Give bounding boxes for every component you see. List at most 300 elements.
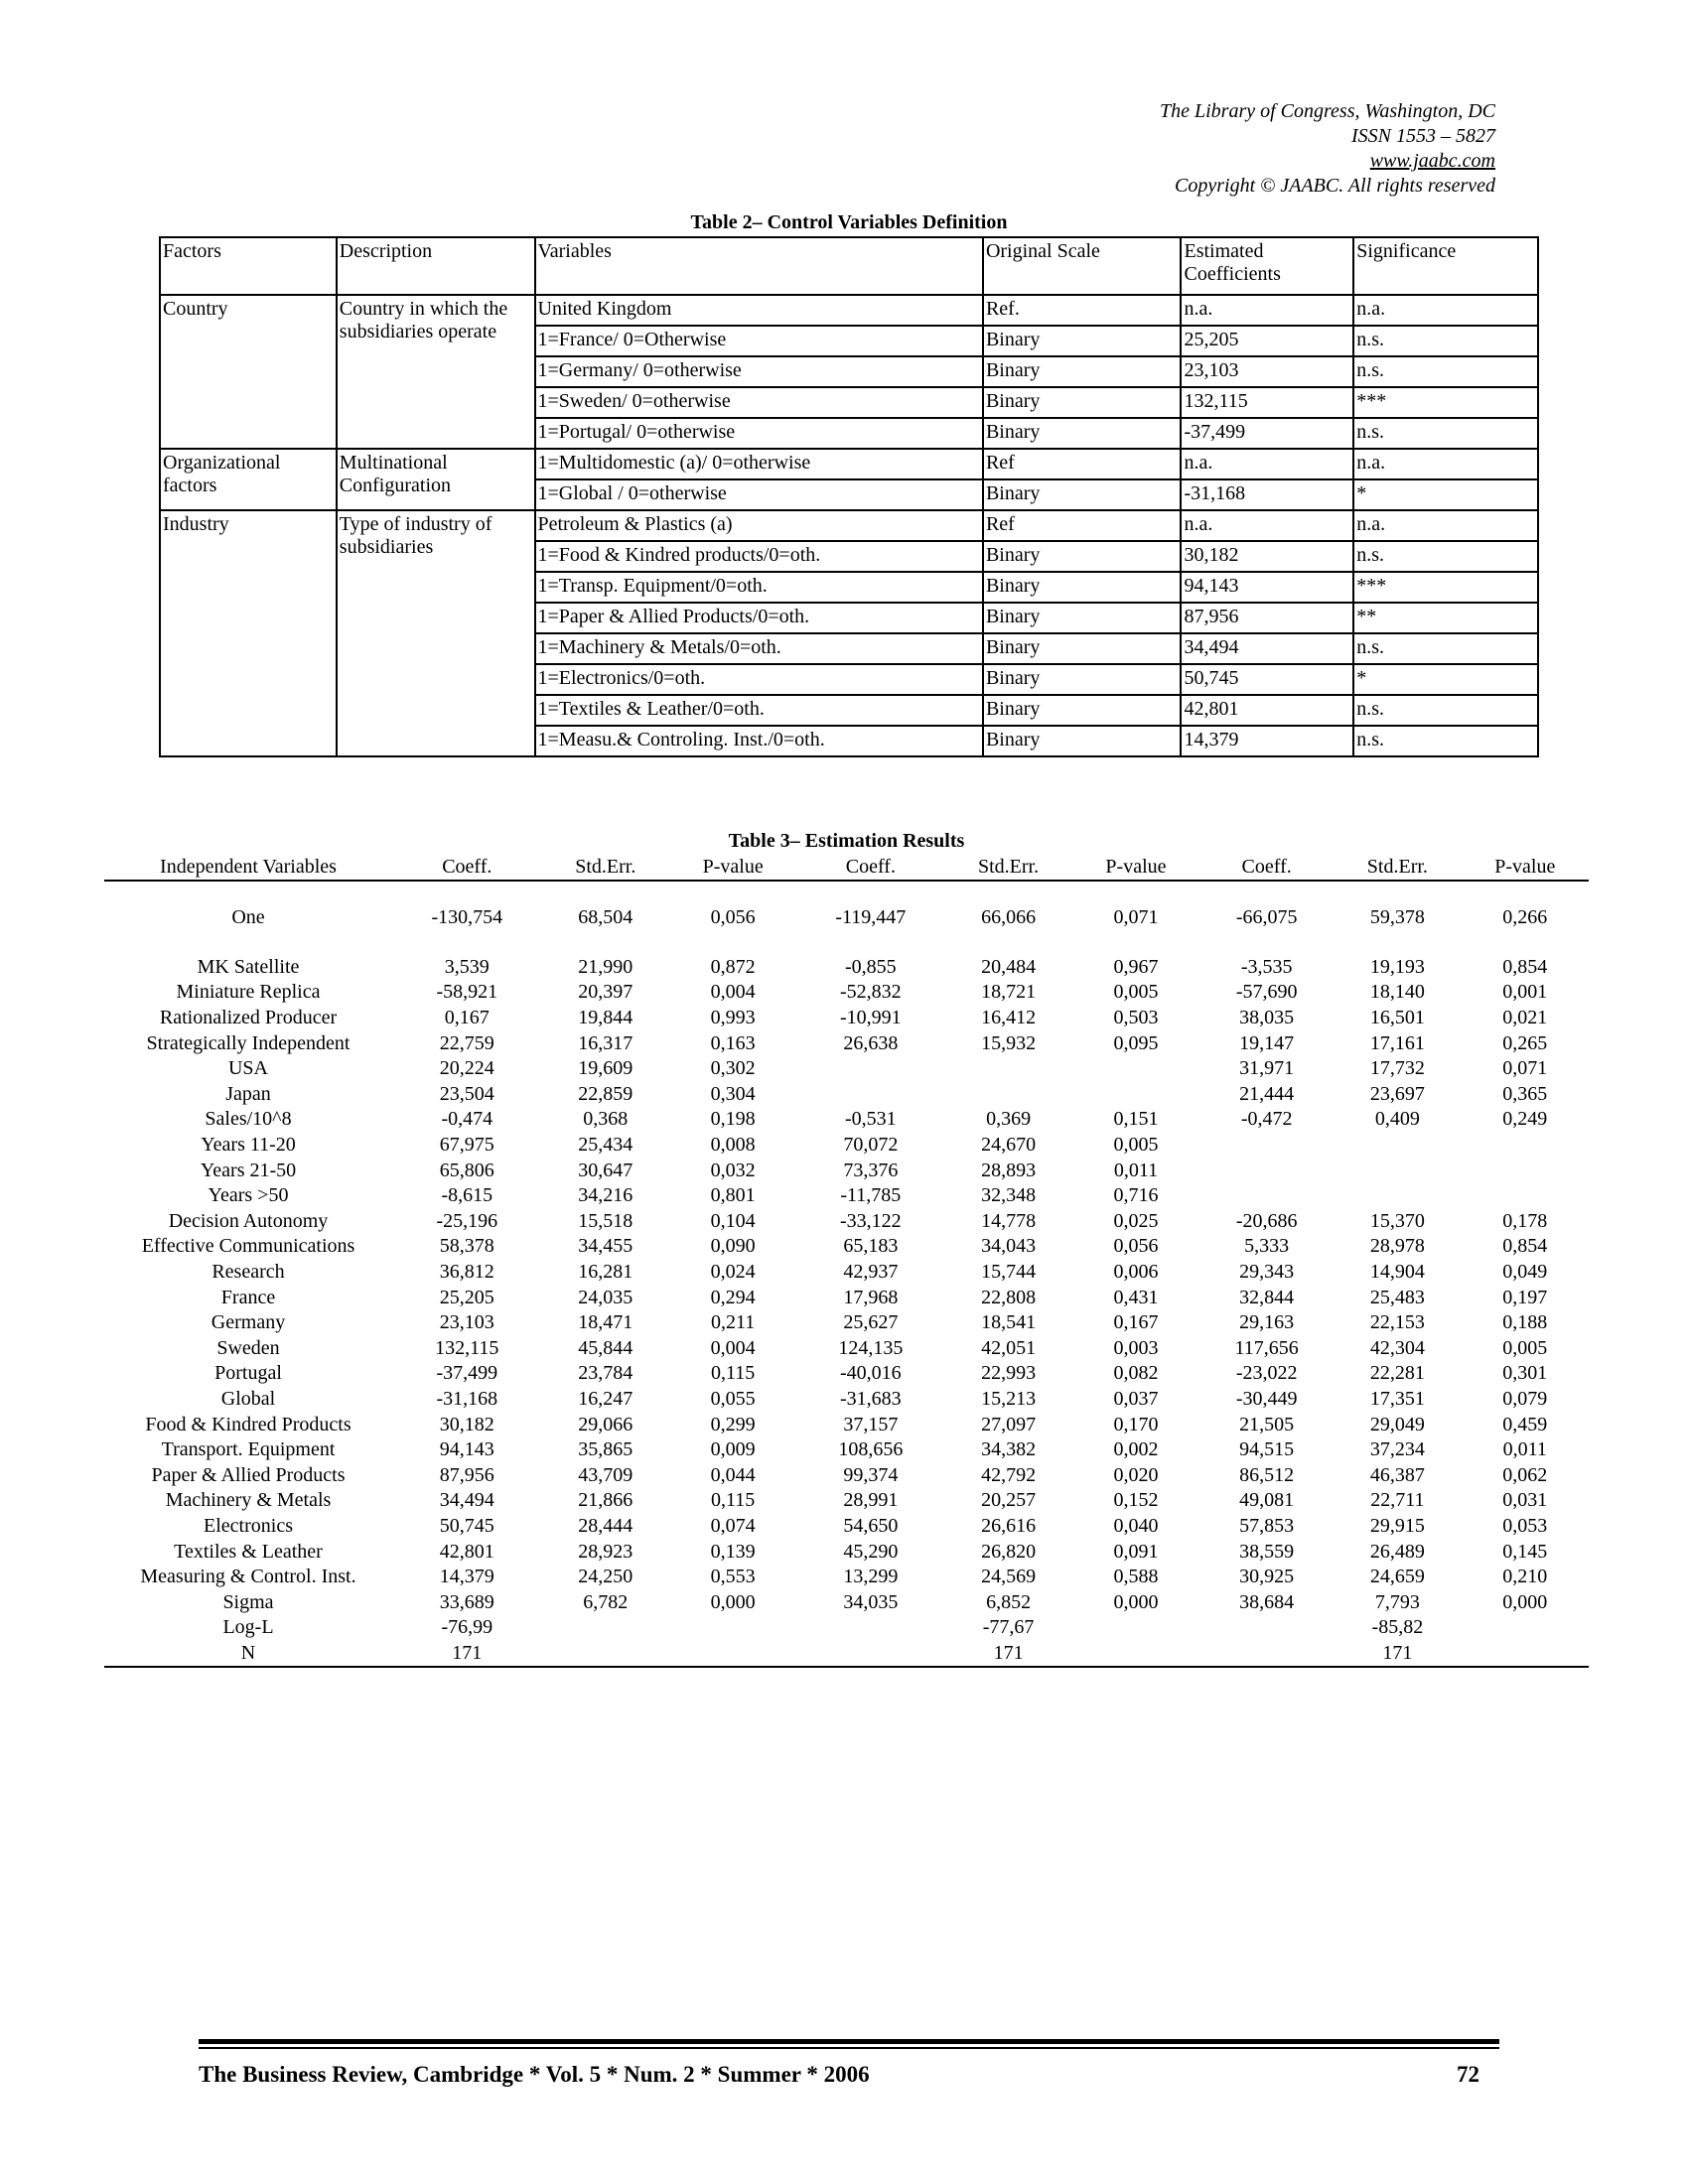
table3-header-cell: Coeff. bbox=[392, 854, 542, 881]
value-cell: 42,304 bbox=[1369, 1336, 1425, 1359]
value-cell: -25,196 bbox=[436, 1209, 498, 1232]
value-cell: 29,343 bbox=[1239, 1261, 1295, 1284]
table2-sig-cell: * bbox=[1353, 664, 1538, 695]
table3-row bbox=[104, 1006, 1589, 1031]
value-cell: 0,801 bbox=[710, 1184, 756, 1207]
value-cell: 0,071 bbox=[1502, 1057, 1548, 1080]
value-cell: 30,182 bbox=[439, 1413, 494, 1435]
value-cell: 16,317 bbox=[578, 1031, 633, 1054]
value-cell: 171 bbox=[392, 1641, 542, 1668]
value-cell: 16,501 bbox=[1369, 1007, 1425, 1029]
header-copyright: Copyright © JAABC. All rights reserved bbox=[1175, 175, 1495, 197]
value-cell: 0,266 bbox=[1502, 906, 1548, 929]
value-cell: 21,990 bbox=[578, 955, 633, 978]
value-cell: 0,299 bbox=[710, 1413, 756, 1435]
value-cell: 34,382 bbox=[981, 1438, 1037, 1461]
value-cell: -66,075 bbox=[1235, 906, 1298, 929]
variable-name-cell: Years 11-20 bbox=[201, 1134, 296, 1157]
value-cell: 0,503 bbox=[1113, 1007, 1159, 1029]
value-cell: -3,535 bbox=[1240, 955, 1293, 978]
table2-scale-cell: Ref bbox=[983, 449, 1182, 479]
value-cell: 132,115 bbox=[435, 1336, 499, 1359]
value-cell: 0,104 bbox=[710, 1209, 756, 1232]
table3-row bbox=[104, 1056, 1589, 1082]
value-cell: 24,250 bbox=[578, 1566, 633, 1588]
table2-variable-cell: 1=Portugal/ 0=otherwise bbox=[535, 418, 983, 449]
table2-scale-cell: Binary bbox=[983, 633, 1182, 664]
value-cell: 0,167 bbox=[1113, 1311, 1159, 1334]
table2-variable-cell: 1=France/ 0=Otherwise bbox=[535, 326, 983, 356]
value-cell: 0,006 bbox=[1113, 1261, 1159, 1284]
table2-coef-cell: 23,103 bbox=[1181, 356, 1353, 387]
value-cell: 0,145 bbox=[1502, 1540, 1548, 1563]
table3-header-cell: Independent Variables bbox=[104, 854, 392, 881]
spacer-cell bbox=[1072, 881, 1199, 905]
value-cell bbox=[669, 1641, 796, 1668]
value-cell: 21,866 bbox=[578, 1489, 633, 1512]
value-cell: 19,147 bbox=[1239, 1031, 1295, 1054]
variable-name-cell: MK Satellite bbox=[197, 955, 300, 978]
value-cell: -52,832 bbox=[840, 981, 902, 1004]
value-cell: 0,004 bbox=[710, 1336, 756, 1359]
value-cell: 19,609 bbox=[578, 1057, 633, 1080]
value-cell: 20,397 bbox=[578, 981, 633, 1004]
page-footer bbox=[199, 2062, 1489, 2088]
variable-name-cell: Rationalized Producer bbox=[159, 1007, 338, 1029]
value-cell: 0,588 bbox=[1113, 1566, 1159, 1588]
factor-cell: Industry bbox=[160, 510, 337, 756]
value-cell bbox=[944, 1082, 1071, 1108]
value-cell: 0,163 bbox=[710, 1031, 756, 1054]
value-cell: 30,925 bbox=[1239, 1566, 1295, 1588]
value-cell: 20,484 bbox=[981, 955, 1037, 978]
value-cell: -20,686 bbox=[1235, 1209, 1298, 1232]
value-cell bbox=[542, 1641, 669, 1668]
value-cell: -76,99 bbox=[441, 1616, 493, 1639]
value-cell: 0,008 bbox=[710, 1134, 756, 1157]
value-cell: 32,348 bbox=[981, 1184, 1037, 1207]
value-cell: 34,216 bbox=[578, 1184, 633, 1207]
value-cell: 0,000 bbox=[710, 1590, 756, 1613]
value-cell: 24,569 bbox=[981, 1566, 1037, 1588]
table3-row bbox=[104, 1387, 1589, 1413]
value-cell: -10,991 bbox=[840, 1007, 902, 1029]
value-cell: 0,368 bbox=[583, 1108, 629, 1131]
table2-sig-cell: n.s. bbox=[1353, 633, 1538, 664]
table2-variable-cell: Petroleum & Plastics (a) bbox=[535, 510, 983, 541]
value-cell: -23,022 bbox=[1235, 1362, 1298, 1385]
spacer-cell bbox=[669, 881, 796, 905]
value-cell: -0,531 bbox=[845, 1108, 897, 1131]
value-cell bbox=[944, 1056, 1071, 1082]
table2-row bbox=[160, 510, 1538, 541]
value-cell bbox=[1462, 1133, 1589, 1159]
variable-name-cell: Machinery & Metals bbox=[165, 1489, 332, 1512]
value-cell: 0,004 bbox=[710, 981, 756, 1004]
value-cell: 65,183 bbox=[843, 1235, 899, 1258]
value-cell: 117,656 bbox=[1234, 1336, 1299, 1359]
value-cell bbox=[796, 1615, 944, 1641]
value-cell: 25,627 bbox=[843, 1311, 899, 1334]
table3-row bbox=[104, 1107, 1589, 1133]
table3-row bbox=[104, 1133, 1589, 1159]
value-cell: 24,035 bbox=[578, 1286, 633, 1308]
table3-spacer-row bbox=[104, 881, 1589, 905]
value-cell: 0,210 bbox=[1502, 1566, 1548, 1588]
value-cell bbox=[1199, 1641, 1334, 1668]
value-cell: 0,095 bbox=[1113, 1031, 1159, 1054]
table2-variable-cell: 1=Machinery & Metals/0=oth. bbox=[535, 633, 983, 664]
variable-name-cell: Transport. Equipment bbox=[161, 1438, 336, 1461]
value-cell: 29,163 bbox=[1239, 1311, 1295, 1334]
table3-header-cell: Std.Err. bbox=[542, 854, 669, 881]
value-cell: 23,784 bbox=[578, 1362, 633, 1385]
table3-row bbox=[104, 1260, 1589, 1286]
value-cell: 0,854 bbox=[1502, 955, 1548, 978]
value-cell: -40,016 bbox=[840, 1362, 902, 1385]
value-cell: 32,844 bbox=[1239, 1286, 1295, 1308]
spacer-cell bbox=[104, 881, 392, 905]
value-cell: -58,921 bbox=[436, 981, 498, 1004]
table3-header-cell: P-value bbox=[1072, 854, 1199, 881]
value-cell: 30,647 bbox=[578, 1159, 633, 1181]
table2-variable-cell: 1=Germany/ 0=otherwise bbox=[535, 356, 983, 387]
estimation-results-table bbox=[104, 854, 1589, 1668]
value-cell: 171 bbox=[944, 1641, 1071, 1668]
value-cell: 0,025 bbox=[1113, 1209, 1159, 1232]
value-cell: 58,378 bbox=[439, 1235, 494, 1258]
table2-coef-cell: n.a. bbox=[1181, 295, 1353, 326]
value-cell: 0,005 bbox=[1502, 1336, 1548, 1359]
spacer-cell bbox=[542, 931, 669, 955]
spacer-cell bbox=[1199, 931, 1334, 955]
value-cell: 29,915 bbox=[1369, 1514, 1425, 1537]
variable-name-cell: One bbox=[231, 906, 265, 929]
table3-spacer-row bbox=[104, 931, 1589, 955]
value-cell: -0,472 bbox=[1240, 1108, 1293, 1131]
value-cell bbox=[542, 1615, 669, 1641]
table2-variable-cell: 1=Paper & Allied Products/0=oth. bbox=[535, 603, 983, 633]
value-cell: 0,365 bbox=[1502, 1082, 1548, 1105]
variable-name-cell: Paper & Allied Products bbox=[151, 1463, 346, 1486]
variable-name-cell: Effective Communications bbox=[141, 1235, 355, 1258]
value-cell: 38,035 bbox=[1239, 1007, 1295, 1029]
value-cell: 0,993 bbox=[710, 1007, 756, 1029]
variable-name-cell: Measuring & Control. Inst. bbox=[140, 1566, 356, 1588]
spacer-cell bbox=[1462, 881, 1589, 905]
value-cell: 0,071 bbox=[1113, 906, 1159, 929]
table3-row bbox=[104, 1615, 1589, 1641]
control-variables-table bbox=[159, 236, 1539, 757]
table3-header-cell: P-value bbox=[669, 854, 796, 881]
value-cell: 6,852 bbox=[986, 1590, 1032, 1613]
value-cell: 0,021 bbox=[1502, 1007, 1548, 1029]
value-cell: 16,247 bbox=[578, 1387, 633, 1410]
value-cell: 108,656 bbox=[838, 1438, 904, 1461]
variable-name-cell: Strategically Independent bbox=[146, 1031, 351, 1054]
value-cell bbox=[1199, 1158, 1334, 1183]
spacer-cell bbox=[392, 931, 542, 955]
table3-row bbox=[104, 1412, 1589, 1437]
value-cell: 0,967 bbox=[1113, 955, 1159, 978]
table2-sig-cell: n.a. bbox=[1353, 295, 1538, 326]
table2-sig-cell: * bbox=[1353, 479, 1538, 510]
value-cell: 0,301 bbox=[1502, 1362, 1548, 1385]
value-cell bbox=[796, 1056, 944, 1082]
value-cell: 0,872 bbox=[710, 955, 756, 978]
value-cell: 0,090 bbox=[710, 1235, 756, 1258]
value-cell: 94,515 bbox=[1239, 1438, 1295, 1461]
table3-row bbox=[104, 1488, 1589, 1514]
value-cell: 26,638 bbox=[843, 1031, 899, 1054]
table2-coef-cell: 14,379 bbox=[1181, 726, 1353, 756]
value-cell: 0,553 bbox=[710, 1566, 756, 1588]
variable-name-cell: Portugal bbox=[214, 1362, 282, 1385]
header-website-link[interactable]: www.jaabc.com bbox=[1369, 150, 1495, 172]
value-cell: 23,504 bbox=[439, 1082, 494, 1105]
value-cell: 0,053 bbox=[1502, 1514, 1548, 1537]
value-cell: 42,801 bbox=[439, 1540, 494, 1563]
value-cell: 37,157 bbox=[843, 1413, 899, 1435]
value-cell: -31,168 bbox=[436, 1387, 498, 1410]
value-cell: 0,265 bbox=[1502, 1031, 1548, 1054]
spacer-cell bbox=[796, 881, 944, 905]
value-cell: 16,281 bbox=[578, 1261, 633, 1284]
table2-coef-cell: 30,182 bbox=[1181, 541, 1353, 572]
value-cell: 0,115 bbox=[711, 1362, 756, 1385]
table2-coef-cell: 87,956 bbox=[1181, 603, 1353, 633]
value-cell: 57,853 bbox=[1239, 1514, 1295, 1537]
value-cell: 21,505 bbox=[1239, 1413, 1295, 1435]
value-cell: 0,459 bbox=[1502, 1413, 1548, 1435]
value-cell: 18,721 bbox=[981, 981, 1037, 1004]
value-cell: 14,904 bbox=[1369, 1261, 1425, 1284]
table3-row bbox=[104, 1336, 1589, 1362]
value-cell: 28,978 bbox=[1369, 1235, 1425, 1258]
variable-name-cell: Sweden bbox=[216, 1336, 280, 1359]
value-cell: 18,541 bbox=[981, 1311, 1037, 1334]
table2-variable-cell: 1=Transp. Equipment/0=oth. bbox=[535, 572, 983, 603]
value-cell bbox=[1462, 1183, 1589, 1209]
table3-header-cell: Coeff. bbox=[796, 854, 944, 881]
table2-sig-cell: n.a. bbox=[1353, 449, 1538, 479]
table2-variable-cell: 1=Global / 0=otherwise bbox=[535, 479, 983, 510]
value-cell: 18,471 bbox=[578, 1311, 633, 1334]
value-cell: 18,140 bbox=[1369, 981, 1425, 1004]
table2-scale-cell: Binary bbox=[983, 603, 1182, 633]
table3-row bbox=[104, 1183, 1589, 1209]
value-cell: 0,188 bbox=[1502, 1311, 1548, 1334]
value-cell: -0,855 bbox=[845, 955, 897, 978]
value-cell: 67,975 bbox=[439, 1134, 494, 1157]
table2-coef-cell: 50,745 bbox=[1181, 664, 1353, 695]
value-cell: 15,518 bbox=[578, 1209, 633, 1232]
value-cell: 22,759 bbox=[439, 1031, 494, 1054]
value-cell: 0,431 bbox=[1113, 1286, 1159, 1308]
value-cell: 35,865 bbox=[578, 1438, 633, 1461]
value-cell: 22,859 bbox=[578, 1082, 633, 1105]
table3-row bbox=[104, 980, 1589, 1006]
table2-sig-cell: *** bbox=[1353, 572, 1538, 603]
value-cell: 0,170 bbox=[1113, 1413, 1159, 1435]
table3-row bbox=[104, 1437, 1589, 1463]
value-cell: 0,409 bbox=[1374, 1108, 1420, 1131]
table3-row bbox=[104, 1565, 1589, 1590]
value-cell bbox=[796, 1082, 944, 1108]
value-cell: 43,709 bbox=[578, 1463, 633, 1486]
table2-scale-cell: Binary bbox=[983, 387, 1182, 418]
value-cell: 38,684 bbox=[1239, 1590, 1295, 1613]
value-cell bbox=[1199, 1133, 1334, 1159]
journal-citation: The Business Review, Cambridge * Vol. 5 * Num. 2 * Summer * 2006 bbox=[199, 2062, 870, 2087]
table3-row bbox=[104, 1082, 1589, 1108]
value-cell: -0,474 bbox=[441, 1108, 493, 1131]
spacer-cell bbox=[669, 931, 796, 955]
variable-name-cell: Years >50 bbox=[208, 1184, 289, 1207]
table2-scale-cell: Binary bbox=[983, 541, 1182, 572]
table3-row bbox=[104, 1539, 1589, 1565]
value-cell bbox=[1334, 1158, 1461, 1183]
variable-name-cell: USA bbox=[227, 1057, 268, 1080]
table2-coef-cell: n.a. bbox=[1181, 449, 1353, 479]
table2-scale-cell: Binary bbox=[983, 356, 1182, 387]
value-cell: 14,379 bbox=[439, 1566, 494, 1588]
value-cell: -119,447 bbox=[835, 906, 907, 929]
value-cell: 17,351 bbox=[1369, 1387, 1425, 1410]
table3-row bbox=[104, 1030, 1589, 1056]
table2-coef-cell: 94,143 bbox=[1181, 572, 1353, 603]
value-cell: 29,049 bbox=[1369, 1413, 1425, 1435]
value-cell bbox=[1072, 1082, 1199, 1108]
table2-scale-cell: Binary bbox=[983, 479, 1182, 510]
table3-row bbox=[104, 1158, 1589, 1183]
value-cell: 171 bbox=[1334, 1641, 1461, 1668]
value-cell bbox=[1462, 1641, 1589, 1668]
value-cell: 14,778 bbox=[981, 1209, 1037, 1232]
value-cell: 0,056 bbox=[1113, 1235, 1159, 1258]
value-cell: -77,67 bbox=[982, 1616, 1035, 1639]
value-cell: 31,971 bbox=[1239, 1057, 1295, 1080]
value-cell: 22,808 bbox=[981, 1286, 1037, 1308]
value-cell: 0,044 bbox=[710, 1463, 756, 1486]
variable-name-cell: Textiles & Leather bbox=[174, 1540, 323, 1563]
table2-header-cell: Variables bbox=[535, 237, 983, 295]
table2-variable-cell: 1=Measu.& Controling. Inst./0=oth. bbox=[535, 726, 983, 756]
value-cell: 65,806 bbox=[439, 1159, 494, 1181]
value-cell: 99,374 bbox=[843, 1463, 899, 1486]
value-cell: 0,020 bbox=[1113, 1463, 1159, 1486]
table2-variable-cell: 1=Food & Kindred products/0=oth. bbox=[535, 541, 983, 572]
value-cell: 0,031 bbox=[1502, 1489, 1548, 1512]
value-cell: 0,082 bbox=[1113, 1362, 1159, 1385]
footer-rule-thick bbox=[199, 2039, 1499, 2044]
table2-scale-cell: Ref bbox=[983, 510, 1182, 541]
value-cell: 15,744 bbox=[981, 1261, 1037, 1284]
value-cell: -8,615 bbox=[441, 1184, 493, 1207]
variable-name-cell: Germany bbox=[211, 1311, 286, 1334]
value-cell: 28,893 bbox=[981, 1159, 1037, 1181]
spacer-cell bbox=[392, 881, 542, 905]
value-cell: 0,011 bbox=[1113, 1159, 1159, 1181]
value-cell: -30,449 bbox=[1235, 1387, 1298, 1410]
variable-name-cell: Years 21-50 bbox=[200, 1159, 297, 1181]
value-cell bbox=[1462, 1615, 1589, 1641]
value-cell: 42,937 bbox=[843, 1261, 899, 1284]
value-cell: 17,968 bbox=[843, 1286, 899, 1308]
value-cell: 26,616 bbox=[981, 1514, 1037, 1537]
value-cell: 0,001 bbox=[1502, 981, 1548, 1004]
variable-name-cell: Food & Kindred Products bbox=[145, 1413, 352, 1435]
table3-header-cell: Std.Err. bbox=[1334, 854, 1461, 881]
table2-variable-cell: 1=Multidomestic (a)/ 0=otherwise bbox=[535, 449, 983, 479]
variable-name-cell: Research bbox=[211, 1261, 285, 1284]
value-cell: -57,690 bbox=[1235, 981, 1298, 1004]
table2-variable-cell: United Kingdom bbox=[535, 295, 983, 326]
table3-row bbox=[104, 1310, 1589, 1336]
table2-coef-cell: 42,801 bbox=[1181, 695, 1353, 726]
value-cell: 0,062 bbox=[1502, 1463, 1548, 1486]
value-cell: 50,745 bbox=[439, 1514, 494, 1537]
header-library: The Library of Congress, Washington, DC bbox=[1159, 100, 1495, 122]
value-cell: -130,754 bbox=[431, 906, 503, 929]
value-cell: 34,455 bbox=[578, 1235, 633, 1258]
variable-name-cell: Sigma bbox=[222, 1590, 274, 1613]
value-cell: 0,005 bbox=[1113, 1134, 1159, 1157]
value-cell: 38,559 bbox=[1239, 1540, 1295, 1563]
table2-sig-cell: n.s. bbox=[1353, 541, 1538, 572]
value-cell: 20,224 bbox=[439, 1057, 494, 1080]
table2-variable-cell: 1=Textiles & Leather/0=oth. bbox=[535, 695, 983, 726]
value-cell: 0,167 bbox=[444, 1007, 490, 1029]
value-cell: 22,711 bbox=[1370, 1489, 1425, 1512]
table3-row bbox=[104, 1361, 1589, 1387]
value-cell bbox=[1334, 1183, 1461, 1209]
value-cell bbox=[796, 1641, 944, 1668]
value-cell: 0,037 bbox=[1113, 1387, 1159, 1410]
value-cell: 73,376 bbox=[843, 1159, 899, 1181]
value-cell: 0,005 bbox=[1113, 981, 1159, 1004]
table3-header-cell: Coeff. bbox=[1199, 854, 1334, 881]
value-cell: 0,055 bbox=[710, 1387, 756, 1410]
value-cell: 0,000 bbox=[1502, 1590, 1548, 1613]
variable-name-cell: Global bbox=[220, 1387, 276, 1410]
value-cell: 0,151 bbox=[1113, 1108, 1159, 1131]
table2-title: Table 2– Control Variables Definition bbox=[690, 211, 1008, 233]
description-cell: Multinational Configuration bbox=[337, 449, 535, 510]
value-cell: 33,689 bbox=[439, 1590, 494, 1613]
value-cell: 13,299 bbox=[843, 1566, 899, 1588]
value-cell: 20,257 bbox=[981, 1489, 1037, 1512]
value-cell: 0,009 bbox=[710, 1438, 756, 1461]
table2-sig-cell: n.s. bbox=[1353, 356, 1538, 387]
table3-row bbox=[104, 905, 1589, 931]
variable-name-cell: Miniature Replica bbox=[176, 981, 321, 1004]
spacer-cell bbox=[1334, 881, 1461, 905]
value-cell: 22,153 bbox=[1369, 1311, 1425, 1334]
value-cell: 0,032 bbox=[710, 1159, 756, 1181]
value-cell: 94,143 bbox=[439, 1438, 494, 1461]
value-cell bbox=[1462, 1158, 1589, 1183]
table2-scale-cell: Binary bbox=[983, 695, 1182, 726]
value-cell: 49,081 bbox=[1239, 1489, 1295, 1512]
value-cell: 45,844 bbox=[578, 1336, 633, 1359]
table2-scale-cell: Binary bbox=[983, 418, 1182, 449]
value-cell: 24,659 bbox=[1369, 1566, 1425, 1588]
value-cell: 0,249 bbox=[1502, 1108, 1548, 1131]
table3-row bbox=[104, 1462, 1589, 1488]
table2-scale-cell: Binary bbox=[983, 664, 1182, 695]
table2-header-cell: Factors bbox=[160, 237, 337, 295]
